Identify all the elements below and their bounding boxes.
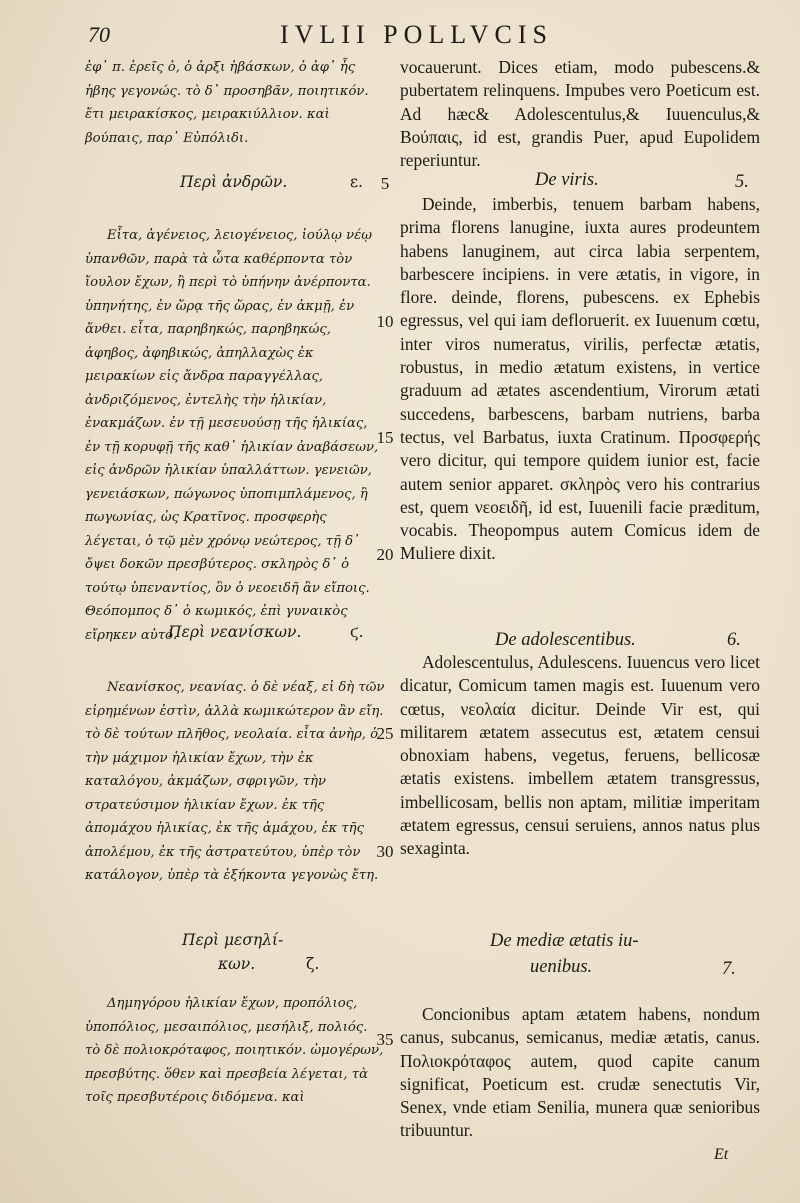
greek-text-mediae: Δημηγόρου ἡλικίαν ἔχων, προπόλιος, ὑποπόλιος, μεσαιπόλιος, μεσήλιξ, πολιός. τὸ δὲ πολιοκρόταφος, ποιητικόν. ὠμογέρων, πρεσβύτης. ὅθεν καὶ πρεσβεία λέγεται, τὰ τοῖς πρεσβυτέροις διδόμενα. καὶ: [85, 996, 384, 1105]
latin-section-number: 7.: [722, 959, 736, 979]
catchword: Et: [714, 1146, 729, 1163]
greek-heading-adolescentibus: Περὶ νεανίσκων. ϛ.: [168, 623, 364, 641]
latin-section-number: 6.: [727, 630, 741, 650]
line-number: 15: [376, 428, 394, 447]
latin-text-mediae: Concionibus aptam ætatem habens, nondum canus, subcanus, semicanus, mediæ ætatis, canus. Πολιοκρόταφος autem, quod capite canum significat, Poeticum est. crudæ senectutis Vir, Senex, vnde etiam Senilia, munera quæ senioribus tribuuntur.: [400, 1004, 760, 1141]
greek-intro: ἐφ᾽ π. ἑρεῖς ὁ, ὁ ἀρξι ἡβάσκων, ὁ ἀφ᾽ ἧς ἡβης γεγονώς. τὸ δ᾽ προσηβᾶν, ποιητικόν. ἔτι μειρακίσκος, μειρακιύλλιον. καὶ βούπαις, παρ᾽ Εὐπόλιδι.: [85, 60, 369, 146]
line-number: 20: [376, 545, 394, 564]
latin-heading-adolescentibus: De adolescentibus. 6.: [495, 630, 741, 650]
line-number: 10: [376, 312, 394, 331]
line-number: 5: [380, 174, 390, 193]
latin-section-number: 5.: [735, 172, 749, 192]
greek-heading-mediae: Περὶ μεσηλί- κων. ζ.: [182, 928, 283, 976]
line-number: 25: [376, 724, 394, 743]
latin-heading-viris: De viris. 5.: [535, 170, 749, 192]
latin-heading-mediae: De mediæ ætatis iu- uenibus. 7.: [490, 928, 639, 980]
greek-section-number: ϛ.: [350, 623, 364, 641]
line-number: 30: [376, 842, 394, 861]
latin-text-adolescentibus: Adolescentulus, Adulescens. Iuuencus vero licet dicatur, Comicum tamen magis est. Iuuenum vero cœtus, νεολαία dicitur. Deinde Vir est, qui militarem ætatem assecutus est, ætatem censui obnoxiam habens, vegetus, feruens, bellicosæ ætatis existens. imbellem ætatem transgressus, imbellicosam, bellis non aptam, militiæ imperitam ætatem egressus, censui seruiens, annos natus plus sexaginta.: [400, 652, 760, 859]
page-header: [80, 18, 780, 52]
latin-text-viris: Deinde, imberbis, tenuem barbam habens, prima florens lanugine, iuxta aures prodeuntem habens lanuginem, aut circa labia serpentem, barbescere incipiens. in vere ætatis, in vigore, in flore. deinde, florens, pubescens. ex Ephebis egressus, vel qui iam defloruerit. ex Iuuenum cœtu, inter viros numeratus, virilis, perfectæ ætatis, robustus, in medio ætatum existens, in vertice graduum ad ætates ascendentium, Virorum ætati succedens, barbescens, barbam nutriens, barba tectus, vel Barbatus, iuxta Cratinum. Προσφερής vero dicitur, qui tempore quidem iunior est, facie autem senior apparet. σκληρὸς vero his contrarius est, quem νεοειδῆ, id est, Iuuenili facie præditum, vocabis. Theopompus autem Comicus idem de Muliere dixit.: [400, 194, 760, 564]
greek-text-adolescentibus: Νεανίσκος, νεανίας. ὁ δὲ νέαξ, εἰ δὴ τῶν εἰρημένων ἐστὶν, ἀλλὰ κωμικώτερον ἂν εἴη. τὸ δὲ τούτων πλῆθος, νεολαία. εἶτα ἀνὴρ, ὁ τὴν μάχιμον ἡλικίαν ἔχων, τὴν ἐκ καταλόγου, ἀκμάζων, σφριγῶν, τὴν στρατεύσιμον ἡλικίαν ἔχων. ἐκ τῆς ἀπομάχου ἡλικίας, ἐκ τῆς ἀμάχου, ἐκ τῆς ἀπολέμου, ἐκ τῆς ἀστρατεύτου, ὑπὲρ τὸν κατάλογον, ὑπὲρ τὰ ἑξήκοντα γεγονὼς ἔτη.: [85, 680, 385, 883]
greek-text-viris: Εἶτα, ἀγένειος, λειογένειος, ἰούλῳ νέῳ ὑπανθῶν, παρὰ τὰ ὦτα καθέρποντα τὸν ἴουλον ἔχων, ἢ περὶ τὸ ὑπήνην ἀνέρποντα. ὑπηνήτης, ἐν ὥρᾳ τῆς ὥρας, ἐν ἀκμῇ, ἐν ἄνθει. εἶτα, παρηβηκώς, παρηβηκώς, ἀφηβος, ἀφηβικώς, ἀπηλλαχὼς ἐκ μειρακίων εἰς ἄνδρα παραγγέλλας, ἀνδριζόμενος, ἐντελὴς τὴν ἡλικίαν, ἐνακμάζων. ἐν τῇ μεσευούσῃ τῆς ἡλικίας, ἐν τῇ κορυφῇ τῆς καθ᾽ ἡλικίαν ἀναβάσεων, εἰς ἀνδρῶν ἡλικίαν ὑπαλλάττων. γενειῶν, γενειάσκων, πώγωνος ὑποπιμπλάμενος, ἢ πωγωνίας, ὡς Κρατῖνος. προσφερὴς λέγεται, ὁ τῷ μὲν χρόνῳ νεώτερος, τῇ δ᾽ ὄψει δοκῶν πρεσβύτερος. σκληρὸς δ᾽ ὁ τούτῳ ὑπεναντίος, ὃν ὁ νεοειδῆ ἂν εἴποις. Θεόπομπος δ᾽ ὁ κωμικός, ἐπὶ γυναικὸς εἴρηκεν αὐτό.: [85, 228, 379, 643]
page-number: 70: [88, 22, 110, 47]
latin-intro: vocauerunt. Dices etiam, modo pubescens.& pubertatem relinquens. Impubes vero Poeticum est. Ad hæc& Adolescentulus,& Iuuenculus,& Βούπαις, id est, grandis Puer, apud Eupolidem reperiuntur.: [400, 57, 760, 171]
running-head: IVLII POLLVCIS: [280, 20, 553, 49]
greek-heading-viris: Περὶ ἀνδρῶν. ε.: [180, 173, 363, 191]
line-number: 35: [376, 1030, 394, 1049]
greek-section-number: ζ.: [306, 955, 320, 973]
greek-section-number: ε.: [350, 173, 363, 191]
